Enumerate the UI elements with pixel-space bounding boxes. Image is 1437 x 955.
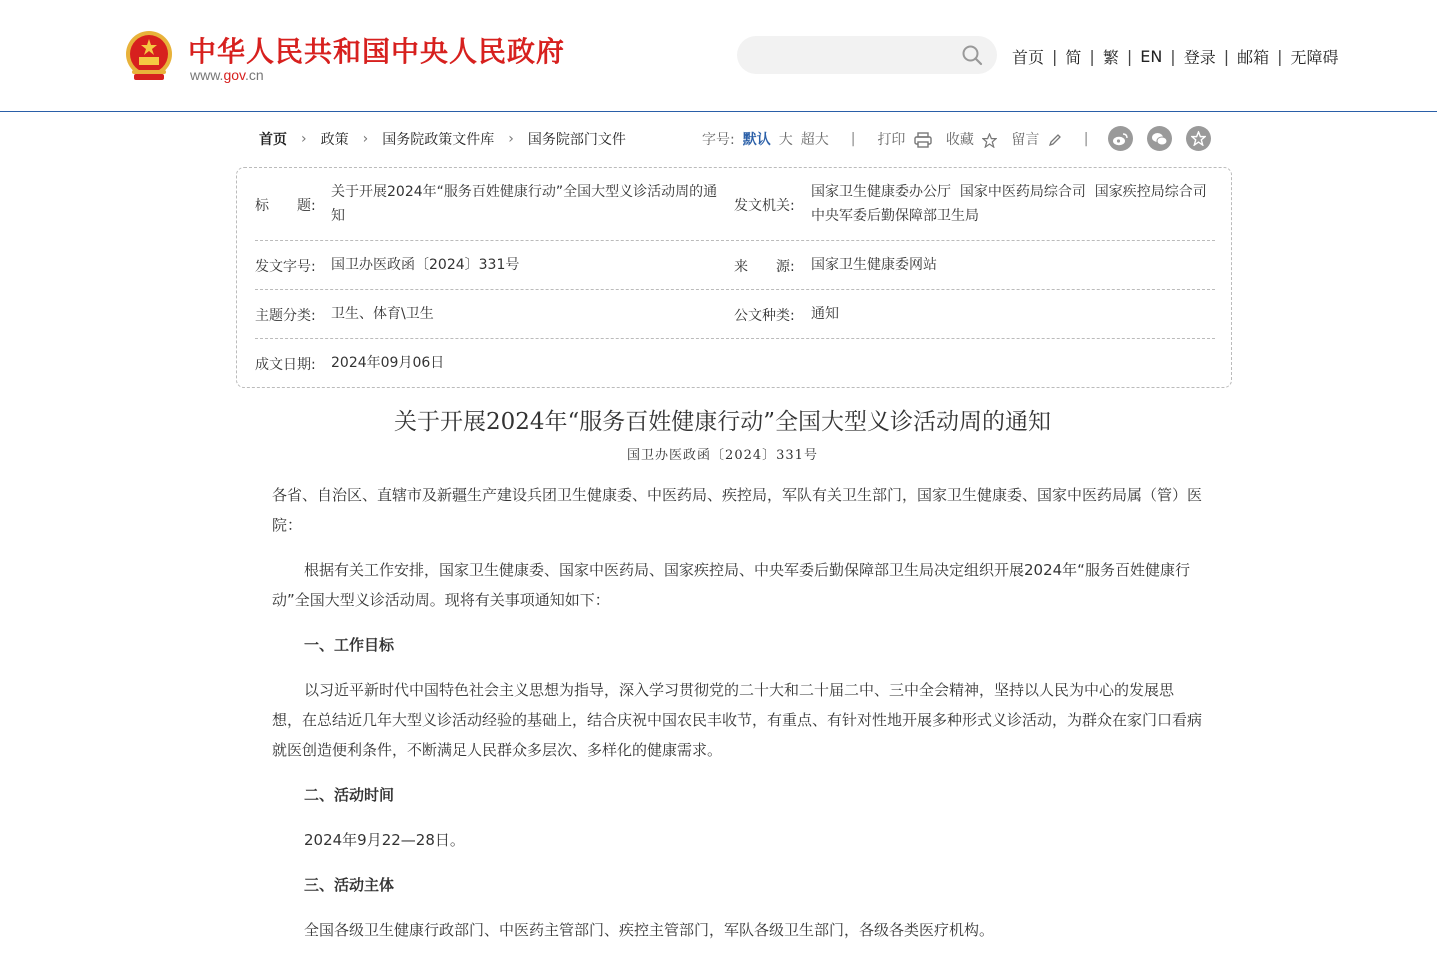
tool-separator: | [1083, 131, 1089, 147]
article-paragraph: 根据有关工作安排，国家卫生健康委、国家中医药局、国家疾控局、中央军委后勤保障部卫生局决定组织开展2024年“服务百姓健康行动”全国大型义诊活动周。现将有关事项通知如下： [272, 561, 1190, 609]
meta-row [255, 168, 1215, 241]
meta-title-value: 关于开展2024年“服务百姓健康行动”全国大型义诊活动周的通知 [331, 184, 718, 224]
meta-docno-value: 国卫办医政函〔2024〕331号 [331, 257, 520, 273]
nav-separator: | [1277, 47, 1283, 66]
breadcrumb-policy-library[interactable]: 国务院政策文件库 [382, 132, 495, 148]
breadcrumb-policy[interactable]: 政策 [320, 132, 349, 148]
meta-docno-label: 发文字号: [255, 259, 316, 275]
article-paragraph: 全国各级卫生健康行政部门、中医药主管部门、疾控主管部门，军队各级卫生部门，各级各类医疗机构。 [304, 921, 995, 939]
meta-source-label: 来 源: [734, 259, 795, 275]
section-heading: 一、工作目标 [304, 636, 395, 654]
meta-topic-value: 卫生、体育\卫生 [331, 306, 434, 322]
meta-date-value: 2024年09月06日 [331, 355, 445, 371]
article-body [272, 480, 1202, 955]
meta-title-label: 标 题: [255, 198, 316, 214]
top-nav [1012, 45, 1339, 68]
article-title: 关于开展2024年“服务百姓健康行动”全国大型义诊活动周的通知 [393, 409, 1052, 435]
wechat-icon[interactable] [1147, 126, 1172, 151]
nav-accessibility[interactable]: 无障碍 [1290, 48, 1339, 67]
print-button[interactable]: 打印 [877, 129, 931, 149]
breadcrumb-department-docs[interactable]: 国务院部门文件 [527, 132, 626, 148]
document-meta-box [236, 167, 1232, 388]
pencil-icon [1048, 133, 1062, 147]
meta-issuer-label: 发文机关: [734, 198, 795, 214]
font-size-label: 字号: [702, 132, 735, 148]
weibo-icon[interactable] [1108, 126, 1133, 151]
meta-row [255, 241, 1215, 290]
breadcrumb-home[interactable]: 首页 [259, 132, 287, 148]
search-icon[interactable] [961, 44, 983, 66]
site-header [0, 0, 1437, 112]
font-default-button[interactable]: 默认 [742, 132, 771, 148]
meta-type-label: 公文种类: [734, 308, 795, 324]
share-icons [1108, 126, 1211, 151]
nav-separator: | [1126, 47, 1133, 66]
chevron-right-icon: › [301, 131, 307, 147]
nav-separator: | [1052, 47, 1058, 66]
tool-separator: | [850, 131, 856, 147]
meta-topic-label: 主题分类: [255, 308, 316, 324]
article-tools [702, 129, 1089, 149]
national-emblem-icon[interactable] [124, 30, 174, 84]
chevron-right-icon: › [508, 131, 514, 147]
meta-issuer-value: 国家卫生健康委办公厅 国家中医药局综合司 国家疾控局综合司 中央军委后勤保障部卫生局 [811, 184, 1216, 224]
article-docno: 国卫办医政函〔2024〕331号 [627, 448, 818, 463]
search-input[interactable] [753, 44, 953, 66]
comment-button[interactable]: 留言 [1011, 129, 1061, 149]
site-url: www.gov.cn [190, 67, 264, 83]
nav-mailbox[interactable]: 邮箱 [1237, 48, 1270, 67]
nav-login[interactable]: 登录 [1183, 48, 1216, 67]
meta-date-label: 成文日期: [255, 357, 316, 373]
article-salutation: 各省、自治区、直辖市及新疆生产建设兵团卫生健康委、中医药局、疾控局，军队有关卫生部门，国家卫生健康委、国家中医药局属（管）医院： [272, 486, 1203, 534]
site-name[interactable]: 中华人民共和国中央人民政府 [188, 35, 566, 68]
printer-icon [914, 132, 932, 148]
nav-home[interactable]: 首页 [1012, 48, 1045, 67]
chevron-right-icon: › [362, 131, 369, 147]
nav-traditional[interactable]: 繁 [1102, 48, 1119, 67]
search-box [737, 36, 997, 74]
nav-english[interactable]: EN [1140, 47, 1163, 66]
nav-separator: | [1089, 47, 1095, 66]
meta-source-value: 国家卫生健康委网站 [811, 257, 937, 273]
meta-row [255, 290, 1215, 339]
breadcrumb [259, 129, 626, 149]
font-xlarge-button[interactable]: 超大 [800, 132, 829, 148]
star-icon[interactable] [1186, 126, 1211, 151]
nav-separator: | [1170, 47, 1176, 66]
favorite-button[interactable]: 收藏 [946, 129, 997, 149]
article-paragraph: 2024年9月22—28日。 [304, 831, 465, 849]
article-paragraph: 以习近平新时代中国特色社会主义思想为指导，深入学习贯彻党的二十大和二十届二中、三中全会精神，坚持以人民为中心的发展思想，在总结近几年大型义诊活动经验的基础上，结合庆祝中国农民丰收节，有重点、有针对性地开展多种形式义诊活动，为群众在家门口看病就医创造便利条件，不断满足人民群众多层次、多样化的健康需求。 [272, 681, 1203, 759]
meta-type-value: 通知 [811, 306, 839, 322]
section-heading: 二、活动时间 [304, 786, 395, 804]
font-large-button[interactable]: 大 [778, 132, 793, 148]
nav-simplified[interactable]: 简 [1065, 48, 1082, 67]
nav-separator: | [1223, 47, 1230, 66]
section-heading: 三、活动主体 [304, 876, 395, 894]
star-outline-icon [982, 133, 997, 148]
meta-row [255, 339, 1215, 388]
